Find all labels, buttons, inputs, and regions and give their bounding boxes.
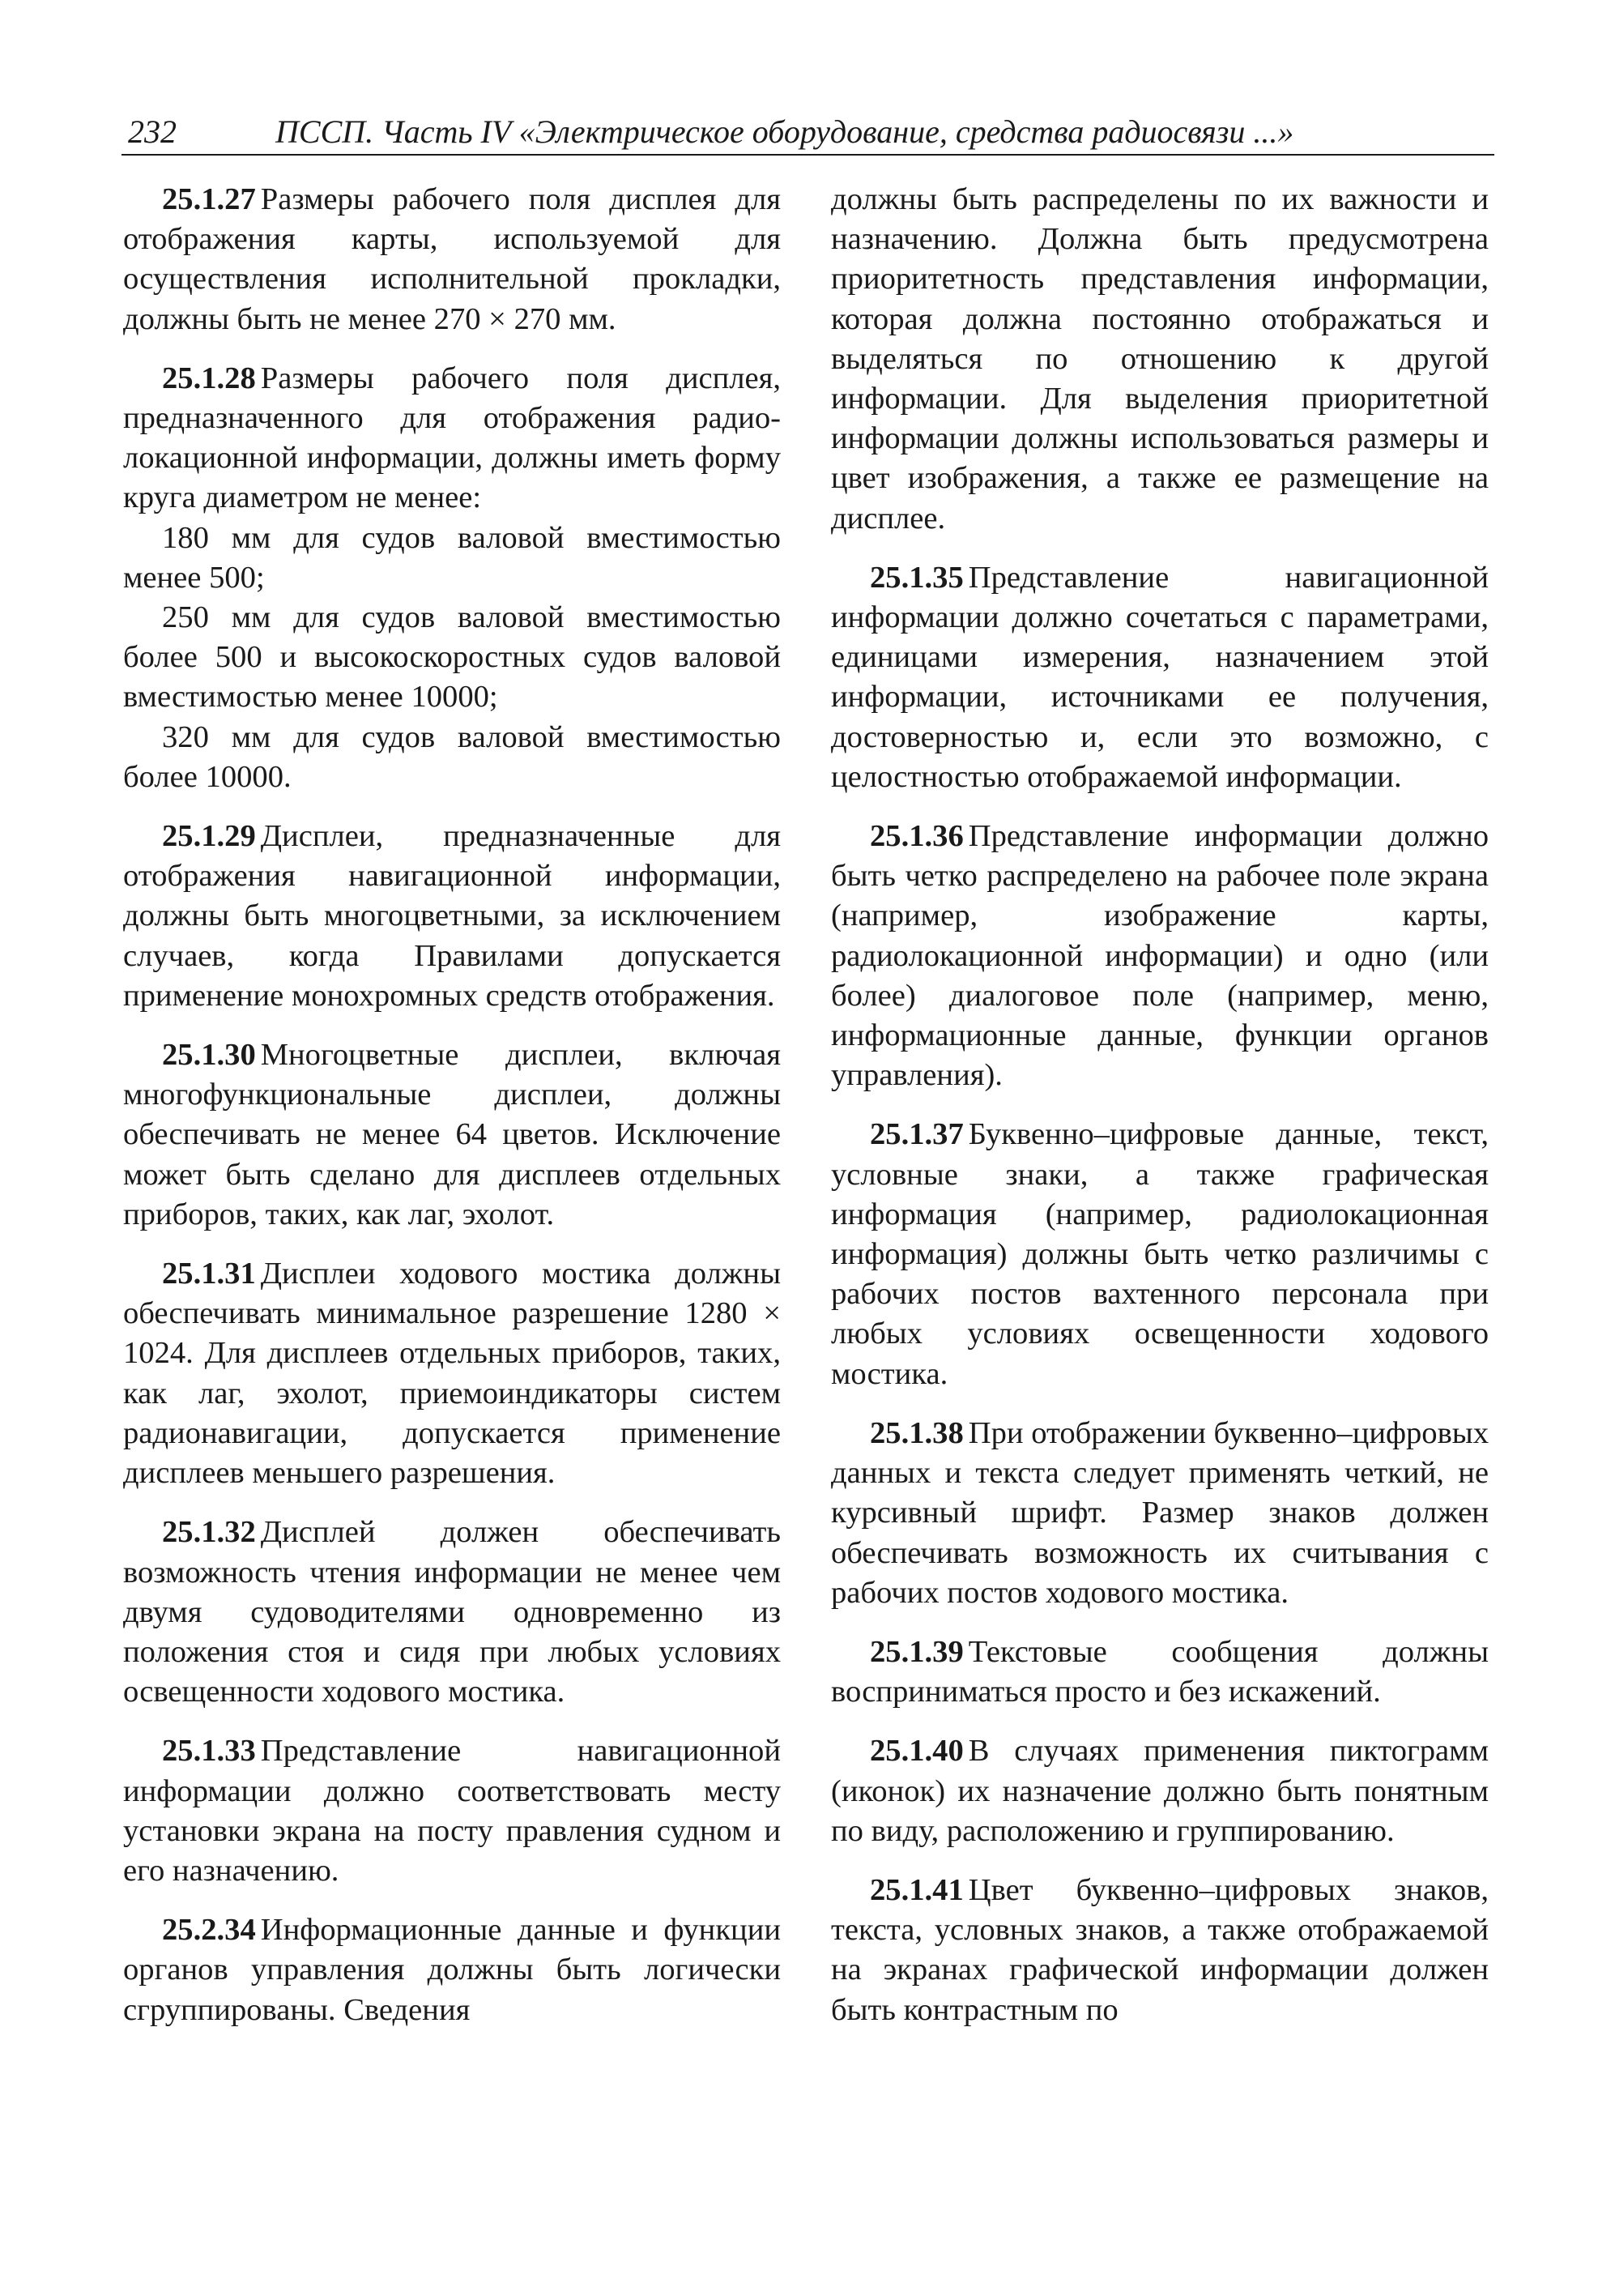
clause-text: Представление навигационной информации должно соответствовать месту установки экрана на посту правления судном и его назначению.: [123, 1734, 781, 1888]
list-item-250mm: 250 мм для судов валовой вместимостью более 500 и высокоскоростных судов валовой вместимостью менее 10000;: [123, 600, 781, 715]
clause-number: 25.1.30: [162, 1038, 256, 1073]
clause-text: Цвет буквенно–цифровых знаков, текста, условных знаков, а также отображаемой на экранах графической информации должен быть контрастным по: [831, 1872, 1489, 2027]
paragraph-25-1-36: [831, 817, 1489, 1095]
clause-number: 25.1.37: [870, 1117, 964, 1152]
clause-number: 25.1.41: [870, 1872, 964, 1907]
clause-number: 25.1.29: [162, 819, 256, 854]
paragraph-25-1-30: [123, 1035, 781, 1235]
paragraph-25-1-29: [123, 817, 781, 1016]
clause-number: 25.2.34: [162, 1913, 256, 1948]
clause-text: Текстовые сообщения должны восприниматься просто и без искажений.: [831, 1634, 1489, 1709]
running-title: ПССП. Часть IV «Электрическое оборудование, средства радиосвязи ...»: [275, 113, 1294, 150]
paragraph-25-1-38: [831, 1414, 1489, 1613]
paragraph-25-1-41: [831, 1871, 1489, 2030]
clause-text: Буквенно–цифровые данные, текст, условные знаки, а также графическая информация (например, радиолокационная информация) должны быть четко различимы с рабочих постов вахтенного персонала при любых условиях освещенности ходового мостика.: [831, 1117, 1489, 1391]
list-item-180mm: 180 мм для судов валовой вместимостью менее 500;: [123, 520, 781, 595]
clause-number: 25.1.36: [870, 819, 964, 854]
clause-text: Дисплей должен обеспечивать возможность чтения информации не менее чем двумя судоводителями одновременно из положения стоя и сидя при любых условиях освещенности ходового мостика.: [123, 1515, 781, 1709]
page-number: 232: [128, 113, 177, 150]
clause-text: При отображении буквенно–цифровых данных и текста следует применять четкий, не курсивный шрифт. Размер знаков должен обеспечивать возможность их считывания с рабочих постов ходового мостика.: [831, 1415, 1489, 1610]
clause-text: Размеры рабочего поля дисплея, предназначенного для отображения радиолокационной информации, должны иметь форму круга диаметром не менее:: [123, 361, 781, 515]
clause-number: 25.1.31: [162, 1257, 256, 1291]
paragraph-25-2-34: [123, 1910, 781, 2030]
paragraph-25-1-33: [123, 1731, 781, 1891]
clause-text: Информационные данные и функции органов управления должны быть логически сгруппированы. Сведения: [123, 1913, 781, 2027]
clause-text: Дисплеи ходового мостика должны обеспечивать минимальное разрешение 1280 × 1024. Для дисплеев отдельных приборов, таких, как лаг, эхолот, приемоиндикаторы систем радионавигации, допускается применение дисплеев меньшего разрешения.: [123, 1257, 781, 1491]
paragraph-25-1-31: [123, 1254, 781, 1493]
clause-number: 25.1.27: [162, 182, 256, 216]
paragraph-25-1-32: [123, 1513, 781, 1712]
paragraph-25-1-35: [831, 558, 1489, 797]
clause-number: 25.1.35: [870, 560, 964, 595]
paragraph-25-1-37: [831, 1115, 1489, 1393]
right-column: [831, 180, 1489, 2050]
clause-number: 25.1.33: [162, 1734, 256, 1769]
clause-text: Многоцветные дисплеи, включая многофункциональные дисплеи, должны обеспечивать не менее 64 цветов. Исключение может быть сделано для дисплеев отдельных приборов, таких, как лаг, эхолот.: [123, 1038, 781, 1231]
paragraph-25-1-39: [831, 1632, 1489, 1712]
clause-number: 25.1.40: [870, 1734, 964, 1769]
paragraph-25-1-40: [831, 1731, 1489, 1851]
left-column: [123, 180, 781, 2050]
clause-text: Представление информации должно быть четко распределено на рабочее поле экрана (например, изображение карты, радиолокационной информации) и одно (или более) диалоговое поле (например, меню, информационные данные, функции органов управления).: [831, 819, 1489, 1093]
clause-number: 25.1.39: [870, 1634, 964, 1669]
clause-text: Размеры рабочего поля дисплея для отображения карты, используемой для осуществления исполнительной прокладки, должны быть не менее 270 × 270 мм.: [123, 182, 781, 336]
clause-number: 25.1.28: [162, 361, 256, 395]
list-item-320mm: 320 мм для судов валовой вместимостью более 10000.: [123, 719, 781, 794]
clause-number: 25.1.32: [162, 1515, 256, 1550]
clause-text: Представление навигационной информации должно сочетаться с параметрами, единицами измерения, назначением этой информации, источниками ее получения, достоверностью и, если это возможно, с целостностью отображаемой информации.: [831, 560, 1489, 794]
clause-text: Дисплеи, предназначенные для отображения навигационной информации, должны быть многоцветными, за исключением случаев, когда Правилами допускается применение монохромных средств отображения.: [123, 819, 781, 1013]
clause-text: В случаях применения пиктограмм (иконок) их назначение должно быть понятным по виду, расположению и группированию.: [831, 1734, 1489, 1848]
paragraph-25-2-34-continued: должны быть распределены по их важности и назначению. Должна быть предусмотрена приоритетность представления информации, которая должна постоянно отображаться и выделяться по отношению к другой информации. Для выделения приоритетной информации должны использоваться размеры и цвет изображения, а также ее размещение на дисплее.: [831, 182, 1489, 536]
clause-number: 25.1.38: [870, 1415, 964, 1450]
paragraph-25-1-27: [123, 180, 781, 339]
page-header: [121, 112, 1494, 156]
paragraph-25-1-28: [123, 359, 781, 519]
